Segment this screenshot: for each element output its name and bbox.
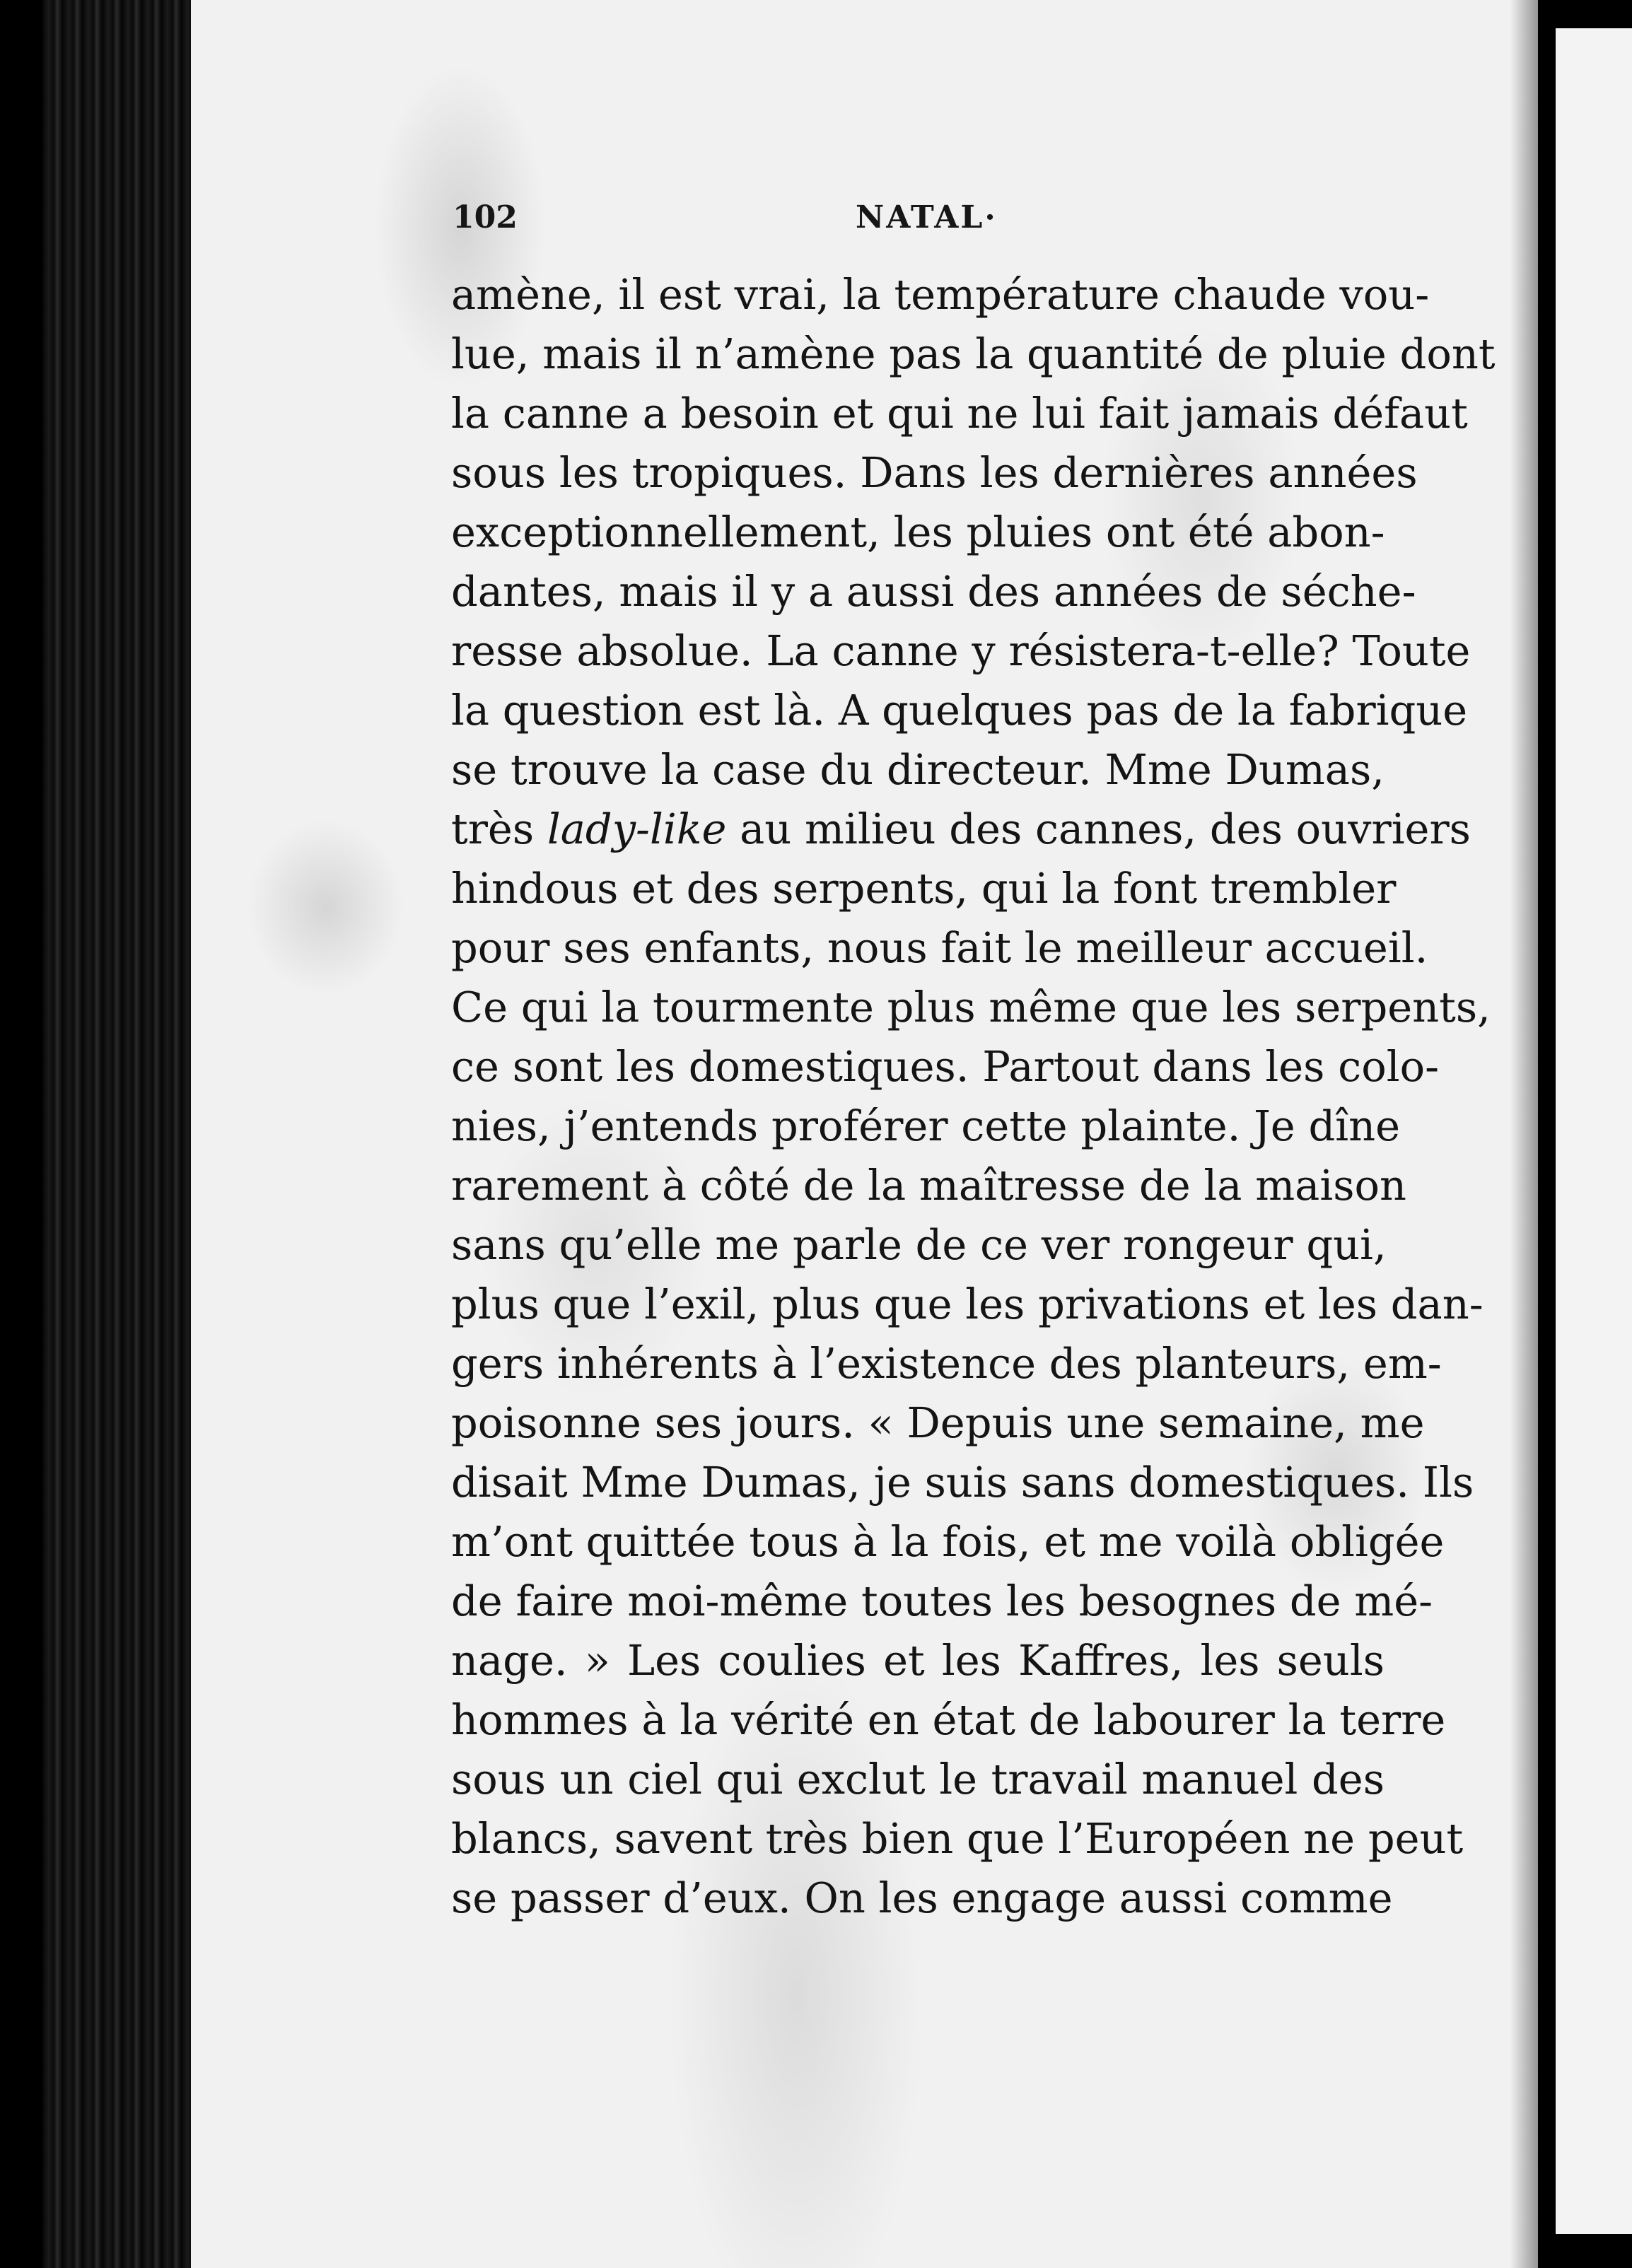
text-line [451,265,1430,325]
italic-phrase: lady-like [547,805,727,853]
text-segment: hommes à la vérité en état de labourer la terre [451,1695,1446,1744]
body-text [451,265,1496,1976]
text-line [451,978,1491,1037]
text-segment: Ce qui la tourmente plus même que les serpents, [451,983,1491,1031]
text-line [451,1334,1442,1393]
page-number: 102 [453,199,518,235]
text-segment: sous un ciel qui exclut le travail manuel des [451,1755,1385,1804]
text-segment: disait Mme Dumas, je suis sans domestiques. Ils [451,1458,1474,1507]
text-segment: lue, mais il n’amène pas la quantité de pluie dont [451,329,1496,378]
text-segment: poisonne ses jours. « Depuis une semaine, me [451,1398,1425,1447]
text-segment: dantes, mais il y a aussi des années de séche- [451,567,1416,616]
text-line [451,1869,1393,1928]
running-head [453,191,1382,247]
text-segment: de faire moi-même toutes les besognes de mé- [451,1577,1433,1625]
text-line [451,1097,1401,1156]
text-line [451,800,1471,859]
text-line [451,443,1418,503]
text-line [451,1750,1385,1809]
text-line [451,621,1471,681]
text-segment: blancs, savent très bien que l’Européen ne peut [451,1814,1464,1863]
text-segment: ce sont les domestiques. Partout dans les colo- [451,1042,1440,1091]
text-segment: se passer d’eux. On les engage aussi comme [451,1874,1393,1922]
text-segment: la question est là. A quelques pas de la fabrique [451,686,1468,735]
text-line [451,740,1385,800]
text-line [451,1215,1385,1275]
text-line [451,1453,1474,1512]
text-segment: la canne a besoin et qui ne lui fait jamais défaut [451,389,1468,438]
adjacent-page-edge [1556,28,1632,2234]
text-segment: plus que l’exil, plus que les privations et les dan- [451,1280,1484,1328]
text-line [451,1037,1440,1097]
running-title: NATAL· [856,199,998,235]
text-segment: très [451,805,547,853]
text-line [451,1275,1484,1334]
text-segment: exceptionnellement, les pluies ont été abon- [451,508,1385,556]
text-line [451,1393,1425,1453]
text-line [451,1512,1445,1572]
text-segment: amène, il est vrai, la température chaude vou- [451,270,1430,319]
text-segment: sans qu’elle me parle de ce ver rongeur qui, [451,1220,1387,1269]
text-segment: nage. » Les coulies et les Kaffres, les seuls [451,1636,1385,1685]
text-segment: sous les tropiques. Dans les dernières années [451,448,1418,497]
text-line [451,1809,1464,1869]
book-spine-edge [42,0,191,2268]
text-line [451,1156,1407,1215]
text-segment: nies, j’entends proférer cette plainte. Je dîne [451,1101,1401,1150]
text-segment: hindous et des serpents, qui la font trembler [451,864,1397,913]
text-line [451,681,1468,740]
text-line [451,859,1397,918]
text-line [451,918,1428,978]
text-segment: rarement à côté de la maîtresse de la maison [451,1161,1407,1210]
text-segment: m’ont quittée tous à la fois, et me voilà obligée [451,1517,1445,1566]
text-line [451,1572,1433,1631]
text-segment: se trouve la case du directeur. Mme Dumas, [451,745,1385,794]
text-line [451,1631,1385,1690]
text-line [451,325,1496,384]
text-segment: au milieu des cannes, des ouvriers [726,805,1471,853]
text-segment: resse absolue. La canne y résistera-t-elle? Toute [451,626,1471,675]
page-gutter-shadow [1510,0,1538,2268]
text-line [451,562,1416,621]
text-segment: pour ses enfants, nous fait le meilleur accueil. [451,923,1428,972]
text-line [451,384,1468,443]
text-segment: gers inhérents à l’existence des planteurs, em- [451,1339,1442,1388]
text-line [451,503,1385,562]
text-line [451,1690,1446,1750]
